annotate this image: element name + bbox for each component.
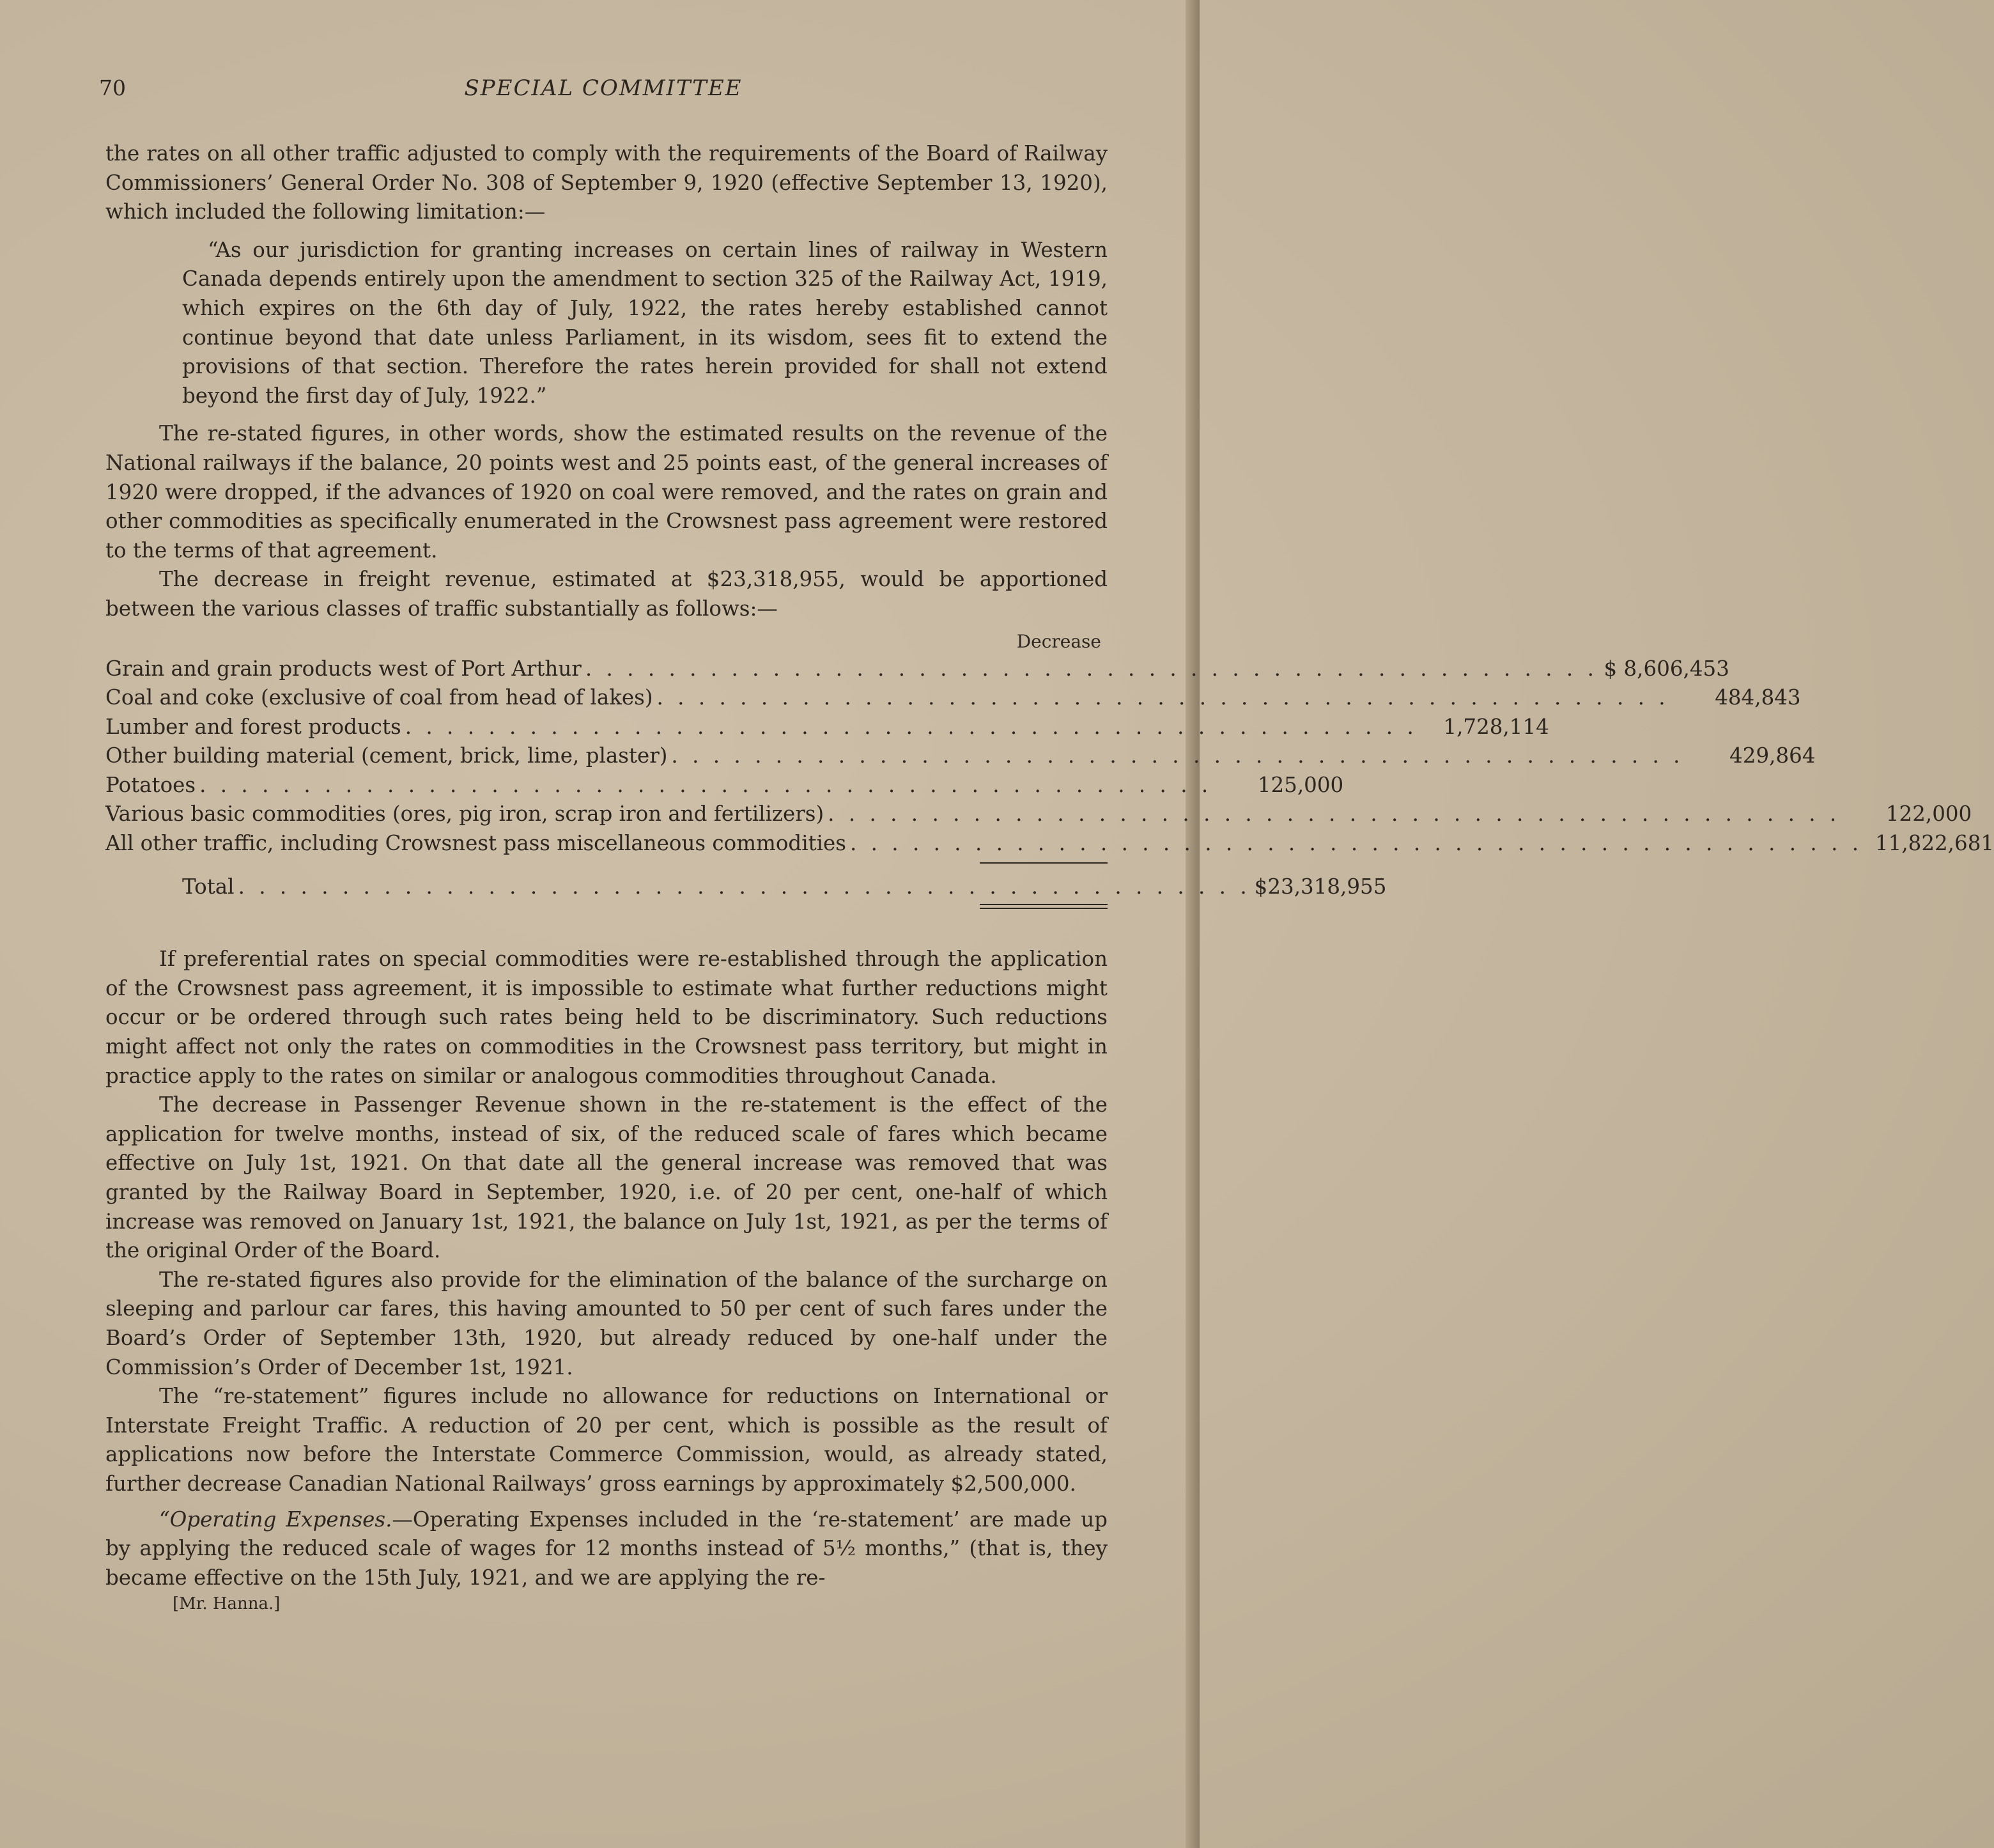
- table-row: [105, 713, 1549, 742]
- table-row: [105, 829, 1994, 858]
- row-amount: 1,728,114: [1443, 714, 1549, 739]
- row-amount: 11,822,681: [1874, 831, 1994, 856]
- paragraph-2: The re-stated figures, in other words, show the estimated results on the revenue of the National railways if the balance, 20 points west and 25 points east, of the general increases of 1920 were dropped, if the advances of 1920 on coal were removed, and the rates on grain and other commodities as specifically enumerated in the Crowsnest pass agreement were restored to the terms of that agreement.: [105, 421, 1108, 563]
- table-row: [105, 800, 1972, 829]
- leader-dots: . . . . . . . . . . . . . . . . . . . . . . . . . . . . . . . . . . . . . . . . . . . . . . . . .: [199, 772, 1212, 797]
- column-header: Decrease: [1016, 630, 1101, 652]
- paragraph-4: If preferential rates on special commodities were re-established through the application of the Crowsnest pass agreement, it is impossible to estimate what further reductions might occur or be ordered through such rates being held to be discriminatory. Such reductions might affect not only the rates on commodities in the Crowsnest pass territory, but might in practice apply to the rates on similar or analogous commodities throughout Canada.: [105, 947, 1108, 1088]
- total-double-rule: [980, 904, 1108, 909]
- row-label: Various basic commodities (ores, pig iron, scrap iron and fertilizers): [105, 802, 824, 827]
- row-label: Grain and grain products west of Port Arthur: [105, 656, 582, 681]
- paragraph-3: The decrease in freight revenue, estimated at $23,318,955, would be apportioned between the various classes of traffic substantially as follows:—: [105, 567, 1108, 621]
- total-amount: $23,318,955: [1254, 874, 1387, 899]
- paragraph-7: The “re-statement” figures include no allowance for reductions on International or Interstate Freight Traffic. A reduction of 20 per cent, which is possible as the result of applications now before the Interstate Commerce Commission, would, as already stated, further decrease Canadian National Railways’ gross earnings by approximately $2,500,000.: [105, 1384, 1108, 1496]
- page-number: 70: [99, 75, 126, 100]
- leader-dots: . . . . . . . . . . . . . . . . . . . . . . . . . . . . . . . . . . . . . . . . . . . . . . . . .: [238, 874, 1251, 899]
- row-amount: 429,864: [1729, 743, 1816, 768]
- leader-dots: . . . . . . . . . . . . . . . . . . . . . . . . . . . . . . . . . . . . . . . . . . . . . . . . .: [585, 656, 1598, 681]
- leader-dots: . . . . . . . . . . . . . . . . . . . . . . . . . . . . . . . . . . . . . . . . . . . . . . . . .: [828, 802, 1841, 827]
- subtotal-rule: [980, 862, 1108, 864]
- running-head: SPECIAL COMMITTEE: [464, 75, 743, 101]
- row-label: All other traffic, including Crowsnest pass miscellaneous commodities: [105, 831, 846, 856]
- row-label: Coal and coke (exclusive of coal from head of lakes): [105, 685, 653, 710]
- row-amount: 125,000: [1257, 772, 1344, 797]
- leader-dots: . . . . . . . . . . . . . . . . . . . . . . . . . . . . . . . . . . . . . . . . . . . . . . . . .: [671, 743, 1684, 768]
- paragraph-1: the rates on all other traffic adjusted to comply with the requirements of the Board of Railway Commissioners’ General Order No. 308 of September 9, 1920 (effective September 13, 1920), which included the following limitation:—: [105, 141, 1108, 224]
- paragraph-8: [105, 1505, 1108, 1593]
- speaker-attribution: [Mr. Hanna.]: [173, 1594, 281, 1614]
- table-row: [105, 683, 1801, 713]
- row-amount: 122,000: [1885, 802, 1972, 827]
- leader-dots: . . . . . . . . . . . . . . . . . . . . . . . . . . . . . . . . . . . . . . . . . . . . . . . . .: [405, 714, 1418, 739]
- paragraph-8-text: —Operating Expenses included in the ‘re-statement’ are made up by applying the reduced scale of wages for 12 months instead of 5½ months,” (that is, they became effective on the 15th July, 1921, and we are applying the re-: [105, 1507, 1108, 1590]
- paragraph-5: The decrease in Passenger Revenue shown in the re-statement is the effect of the application for twelve months, instead of six, of the reduced scale of fares which became effective on July 1st, 1921. On that date all the general increase was removed that was granted by the Railway Board in September, 1920, i.e. of 20 per cent, one-half of which increase was removed on January 1st, 1921, the balance on July 1st, 1921, as per the terms of the original Order of the Board.: [105, 1092, 1108, 1263]
- leader-dots: . . . . . . . . . . . . . . . . . . . . . . . . . . . . . . . . . . . . . . . . . . . . . . . . .: [656, 685, 1669, 710]
- row-amount: $ 8,606,453: [1604, 656, 1729, 681]
- table-row: [105, 655, 1729, 684]
- total-row: [105, 873, 1387, 902]
- row-label: Potatoes: [105, 772, 196, 797]
- paragraph-6: The re-stated figures also provide for the elimination of the balance of the surcharge on sleeping and parlour car fares, this having amounted to 50 per cent of such fares under the Board’s Order of September 13th, 1920, but already reduced by one-half under the Commission’s Order of December 1st, 1921.: [105, 1267, 1108, 1379]
- row-amount: 484,843: [1715, 685, 1801, 710]
- page-edge: [1186, 0, 1200, 1848]
- leader-dots: . . . . . . . . . . . . . . . . . . . . . . . . . . . . . . . . . . . . . . . . . . . . . . . . .: [849, 831, 1863, 856]
- table-row: [105, 742, 1816, 771]
- page-header: [99, 75, 1108, 107]
- decrease-table: [105, 629, 1994, 910]
- row-label: Lumber and forest products: [105, 714, 401, 739]
- table-row: [105, 771, 1344, 800]
- body-text: [105, 139, 1994, 1615]
- operating-expenses-heading: “Operating Expenses.: [159, 1507, 392, 1532]
- block-quote: “As our jurisdiction for granting increases on certain lines of railway in Western Canada depends entirely upon the amendment to section 325 of the Railway Act, 1919, which expires on the 6th day of July, 1922, the rates hereby established cannot continue beyond that date unless Parliament, in its wisdom, sees fit to extend the provisions of that section. Therefore the rates herein provided for shall not extend beyond the first day of July, 1922.”: [182, 237, 1108, 408]
- row-label: Other building material (cement, brick, lime, plaster): [105, 743, 668, 768]
- total-label: Total: [182, 874, 235, 899]
